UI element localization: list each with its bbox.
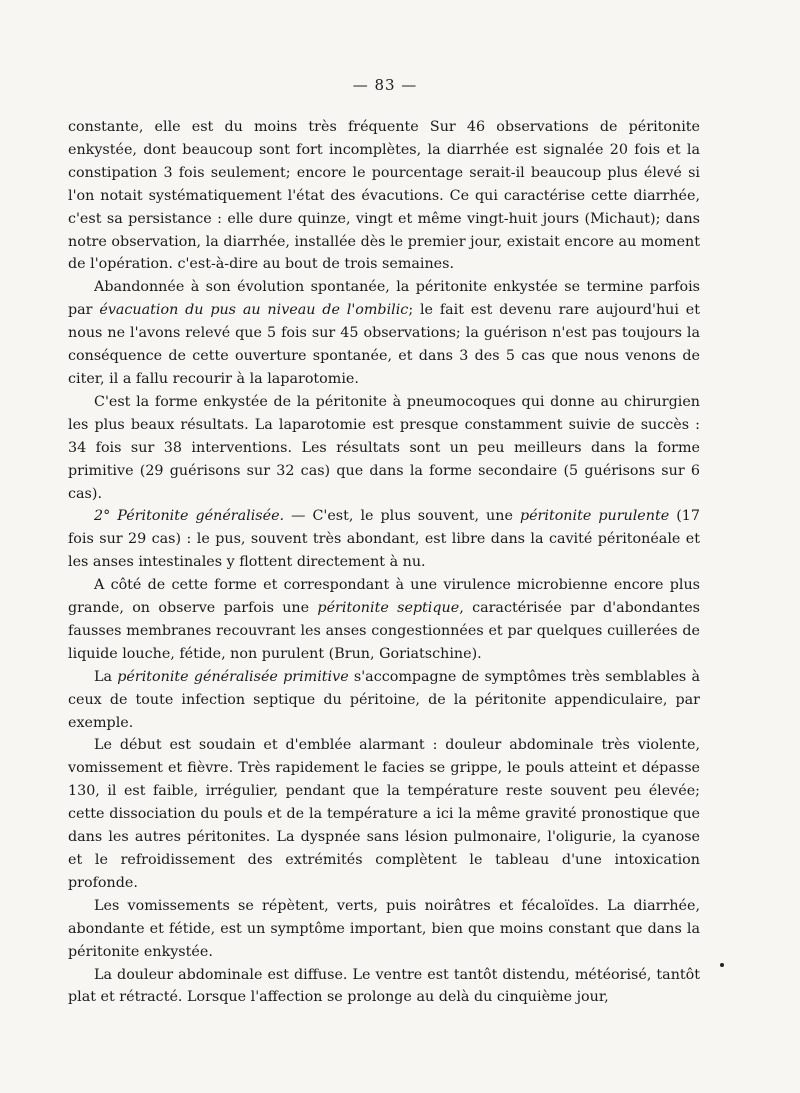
text-segment: — C'est, le plus souvent, une (284, 508, 520, 525)
body-text (68, 116, 700, 1009)
paragraph-4 (68, 505, 700, 574)
text-segment: La douleur abdominale est diffuse. Le ventre est tantôt distendu, météorisé, tantôt plat et rétracté. Lorsque l'affection se prolonge au delà du cinquième jour, (68, 966, 700, 1006)
italic-phrase: 2° Péritonite généralisée. (94, 508, 285, 525)
text-segment: Abandonnée à son évolution spontanée, la péritonite enkystée se termine parfois par (68, 279, 700, 319)
text-segment: constante, elle est du moins très fréquente Sur 46 observations de péritonite enkystée, dont beaucoup sont fort incomplètes, la diarrhée est signalée 20 fois et la constipation 3 fois seulement; encore le pourcentage serait-il beaucoup plus élevé si l'on notait systématiquement l'état des évacutions. Ce qui caractérise cette diarrhée, c'est sa persistance : elle dure quinze, vingt et même vingt-huit jours (Michaut); dans notre observation, la diarrhée, installée dès le premier jour, existait encore au moment de l'opération. c'est-à-dire au bout de trois semaines. (68, 119, 700, 273)
italic-phrase: péritonite septique (317, 600, 460, 617)
margin-dot (720, 963, 724, 967)
paragraph-5 (68, 574, 700, 666)
paragraph-9 (68, 964, 700, 1010)
text-segment: A côté de cette forme et correspondant à une virulence microbienne encore plus grande, on observe parfois une (68, 577, 700, 617)
text-segment: s'accompagne de symptômes très semblables à ceux de toute infection septique du péritoine, de la péritonite appendiculaire, par exemple. (68, 668, 700, 731)
paragraph-1 (68, 116, 700, 276)
paragraph-3 (68, 391, 700, 506)
italic-phrase: péritonite purulente (519, 508, 670, 525)
text-segment: C'est la forme enkystée de la péritonite à pneumocoques qui donne au chirurgien les plus beaux résultats. La laparotomie est presque constamment suivie de succès : 34 fois sur 38 interventions. Les résultats sont un peu meilleurs dans la forme primitive (29 guérisons sur 32 cas) que dans la forme secondaire (5 guérisons sur 6 cas). (68, 393, 700, 502)
paragraph-2 (68, 276, 700, 391)
text-segment: Les vomissements se répètent, verts, puis noirâtres et fécaloïdes. La diarrhée, abondante et fétide, est un symptôme important, bien que moins constant que dans la péritonite enkystée. (68, 897, 700, 960)
italic-phrase: évacuation du pus au niveau de l'ombilic (99, 302, 409, 319)
page-number: — 83 — (352, 76, 418, 94)
text-segment: La (94, 668, 118, 685)
text-segment: , caractérisée par d'abondantes fausses membranes recouvrant les anses congestionnées et par quelques cuillerées de liquide louche, fétide, non purulent (Brun, Goriatschine). (68, 600, 700, 662)
text-segment: Le début est soudain et d'emblée alarmant : douleur abdominale très violente, vomissement et fièvre. Très rapidement le facies se grippe, le pouls atteint et dépasse 130, il est faible, irrégulier, pendant que la température reste souvent peu élevée; cette dissociation du pouls et de la température a ici la même gravité pronostique que dans les autres péritonites. La dyspnée sans lésion pulmonaire, l'oligurie, la cyanose et le refroidissement des extrémités complètent le tableau d'une intoxication profonde. (68, 737, 700, 891)
italic-phrase: péritonite généralisée primitive (117, 668, 349, 685)
text-segment: (17 fois sur 29 cas) : le pus, souvent très abondant, est libre dans la cavité péritonéale et les anses intestinales y flottent directement à nu. (68, 508, 700, 571)
paragraph-8 (68, 895, 700, 964)
text-segment: ; le fait est devenu rare aujourd'hui et nous ne l'avons relevé que 5 fois sur 45 observations; la guérison n'est pas toujours la conséquence de cette ouverture spontanée, et dans 3 des 5 cas que nous venons de citer, il a fallu recourir à la laparotomie. (68, 302, 700, 387)
paragraph-6 (68, 666, 700, 735)
paragraph-7 (68, 734, 700, 894)
